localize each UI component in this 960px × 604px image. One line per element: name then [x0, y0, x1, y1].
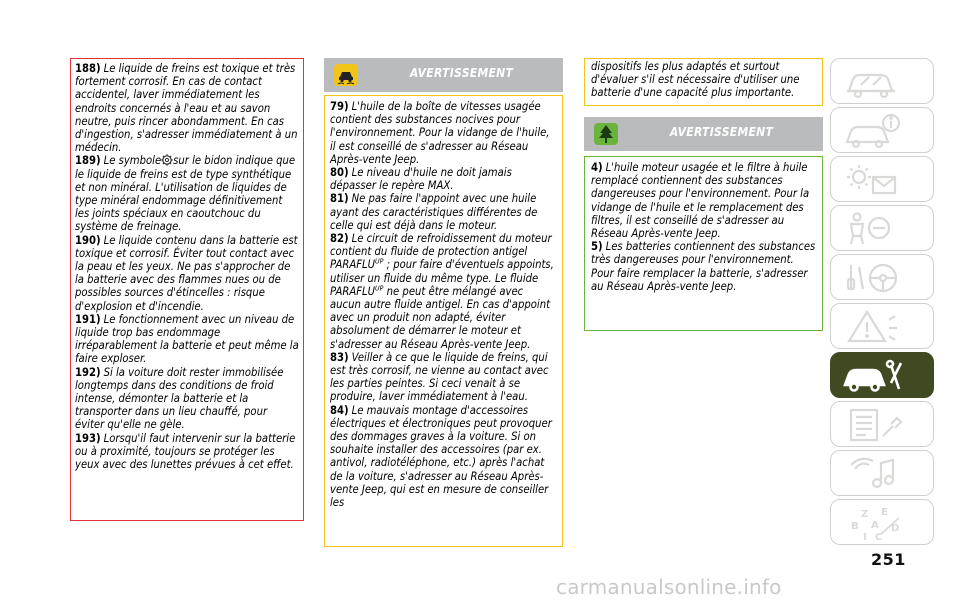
- note-189: 189) Le symbole sur le bidon indique que le liquide de freins est de type synthétique et non minéral. L'utilisation de liquides de type minéral endommage définitivement les joints spéciaux en caoutchouc du système de freinage.: [75, 154, 296, 234]
- environment-body-green: [584, 156, 823, 331]
- emergency-warning-icon: [841, 308, 907, 346]
- tab-dashboard[interactable]: [830, 58, 934, 104]
- note-190: 190) Le liquide contenu dans la batterie est toxique et corrosif. Éviter tout contact avec la peau et les yeux. Ne pas s'approcher de la batterie avec des flammes nues ou de possibles sources d'étincelles : risque d'explosion et d'incendie.: [75, 233, 298, 313]
- warning-79: 79) L'huile de la boîte de vitesses usagée contient des substances nocives pour l'environnement. Pour la vidange de l'huile, il est conseillé de s'adresser au Réseau Après-vente Jeep.: [330, 100, 550, 166]
- env-warning-5: 5) Les batteries contiennent des substances très dangereuses pour l'environnement. Pour faire remplacer la batterie, s'adresser au Réseau Après-vente Jeep.: [591, 240, 816, 293]
- tab-technical-data[interactable]: [830, 401, 934, 447]
- driving-steering-wheel-icon: [841, 259, 907, 297]
- svg-text:E: E: [881, 507, 888, 518]
- note-193: 193) Lorsqu'il faut intervenir sur la batterie ou à proximité, toujours se protéger les yeux avec des lunettes prévues à cet effet.: [75, 431, 296, 472]
- synthetic-fluid-gear-icon: [161, 154, 173, 166]
- warning-heading-title: AVERTISSEMENT: [409, 66, 514, 80]
- tab-emergency[interactable]: [830, 303, 934, 349]
- tab-lights-messages[interactable]: [830, 156, 934, 202]
- warning-section-environment: [584, 117, 823, 331]
- warning-83: 83) Veiller à ce que le liquide de freins, qui est très corrosif, ne vienne au contact avec les parties peintes. Si ceci venait à se produire, laver immédiatement à l'eau.: [330, 350, 549, 404]
- note-191: 191) Le fonctionnement avec un niveau de liquide trop bas endommage irréparablement la batterie et peut même la faire exploser.: [75, 312, 299, 366]
- warning-section-vehicle: [324, 58, 563, 547]
- safety-airbag-icon: [841, 210, 907, 248]
- index-alphabet-icon: [841, 504, 907, 542]
- car-maintenance-tools-icon: [841, 357, 907, 395]
- tab-driving[interactable]: [830, 254, 934, 300]
- warning-84-continued: dispositifs les plus adaptés et surtout d'évaluer s'il est nécessaire d'utiliser une batterie d'une capacité plus importante.: [591, 60, 800, 100]
- svg-text:D: D: [891, 523, 900, 534]
- warning-body-yellow: [324, 95, 563, 547]
- tab-multimedia[interactable]: [830, 450, 934, 496]
- note-192: 192) Si la voiture doit rester immobilisée longtemps dans des conditions de froid intense, démonter la batterie et la transporter dans un lieu chauffé, pour éviter qu'elle ne gèle.: [75, 365, 284, 432]
- environment-tree-icon: [593, 122, 619, 146]
- tab-car-info[interactable]: [830, 107, 934, 153]
- note-188: 188) Le liquide de freins est toxique et très fortement corrosif. En cas de contact accidentel, laver immédiatement les endroits concernés à l'eau et au savon neutre, puis rincer abondamment. En cas d'ingestion, s'adresser immédiatement à un médecin.: [75, 62, 298, 155]
- svg-text:I: I: [863, 532, 867, 542]
- footer-watermark: carmanualsonline.info: [556, 575, 782, 599]
- warning-81: 81) Ne pas faire l'appoint avec une huile ayant des caractéristiques différentes de celle qui est déjà dans le moteur.: [330, 192, 538, 232]
- car-info-icon: [841, 112, 907, 150]
- lights-messages-icon: [841, 161, 907, 199]
- warning-heading-bar: [324, 58, 563, 92]
- page-number: 251: [871, 550, 906, 569]
- tab-maintenance[interactable]: [830, 352, 934, 398]
- car-skid-warning-icon: [333, 63, 359, 87]
- notes-box-red: [70, 58, 304, 521]
- chapter-tabs: [830, 58, 934, 546]
- warning-82: 82) Le circuit de refroidissement du moteur contient du fluide de protection antigel $PARAFLU^{UP}$ ; pour faire d'éventuels appoints, utiliser un fluide du même type. Le fluide $PARAFLU^{UP}$ ne peut être mélangé avec aucun autre fluide antigel. En cas d'appoint avec un produit non adapté, éviter absolument de démarrer le moteur et s'adresser au Réseau Après-vente Jeep.: [330, 232, 554, 351]
- svg-text:B: B: [851, 521, 859, 532]
- tab-index[interactable]: [830, 499, 934, 545]
- warning-80: 80) Le niveau d'huile ne doit jamais dépasser le repère MAX.: [330, 166, 512, 193]
- svg-text:Z: Z: [861, 509, 869, 520]
- svg-text:A: A: [871, 520, 879, 531]
- technical-data-icon: [841, 406, 907, 444]
- tab-safety[interactable]: [830, 205, 934, 251]
- svg-text:C: C: [875, 532, 883, 542]
- warning-continuation-yellow: [584, 58, 823, 106]
- car-dashboard-icon: [841, 63, 907, 101]
- warning-84: 84) Le mauvais montage d'accessoires électriques et électroniques peut provoquer des dommages graves à la voiture. Si on souhaite installer des accessoires (par ex. antivol, radiotéléphone, etc.) après l'achat de la voiture, s'adresser au Réseau Après-vente Jeep, qui est en mesure de conseiller les: [330, 403, 552, 510]
- env-warning-4: 4) L'huile moteur usagée et le filtre à huile remplacé contiennent des substances dangereuses pour l'environnement. Pour la vidange de l'huile et le remplacement des filtres, il est conseillé de s'adresser au Réseau Après-vente Jeep.: [591, 161, 810, 241]
- environment-heading-bar: [584, 117, 823, 151]
- environment-heading-title: AVERTISSEMENT: [669, 125, 774, 139]
- multimedia-icon: [841, 455, 907, 493]
